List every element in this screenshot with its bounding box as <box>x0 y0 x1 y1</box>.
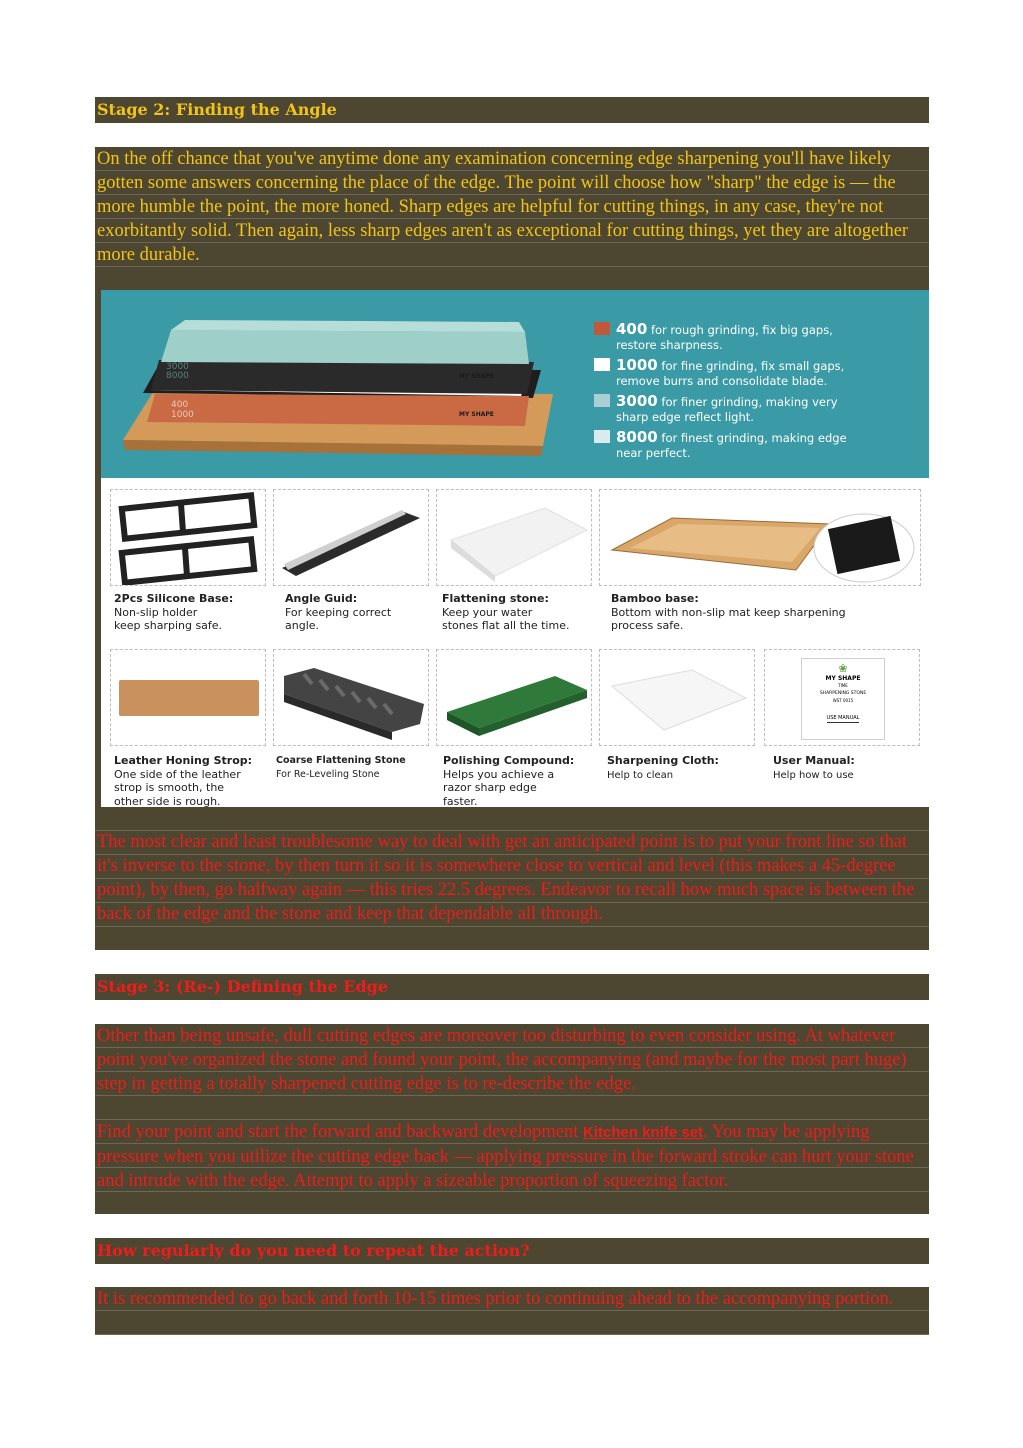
stage3-paragraph-2-start: Find your point and start the forward and backward development <box>97 1122 579 1142</box>
item-flattening-stone <box>442 592 569 633</box>
user-manual-cover <box>801 658 885 740</box>
item-line: razor sharp edge <box>443 781 537 794</box>
item-title: 2Pcs Silicone Base: <box>114 592 234 605</box>
item-line: Help to clean <box>607 769 674 781</box>
item-line: Bottom with non-slip mat keep sharpening <box>611 605 846 619</box>
item-silicone-base <box>114 592 233 633</box>
item-angle-guide <box>285 592 391 633</box>
grade-desc: restore sharpness. <box>616 338 723 352</box>
stage2-heading: Stage 2: Finding the Angle <box>95 97 929 123</box>
angle-paragraph: The most clear and least troublesome way to deal with get an anticipated point is to put your front line so that it's inverse to the stone, by then turn it so it is somewhere close to vertical and level (this makes a 45-degree point), by then, go halfway again — this tries 22.5 degrees. Endeavor to recall how much space is between the back of the edge and the stone and keep that dependable all through. <box>95 807 929 950</box>
angle-guide-icon <box>274 490 428 585</box>
item-line: Help how to use <box>773 769 854 781</box>
grade-swatch-8000 <box>594 430 610 443</box>
item-line: faster. <box>443 794 478 807</box>
bamboo-base-tile <box>599 489 921 586</box>
item-user-manual <box>773 754 855 782</box>
sharpening-cloth-tile <box>599 649 755 746</box>
whetstone-set-illustration <box>101 290 571 478</box>
green-stone-shape <box>161 330 529 364</box>
stage2-paragraph: On the off chance that you've anytime done any examination concerning edge sharpening you'll have likely gotten some answers concerning the place of the edge. The point will choose how "sharp" the edge is — the more humble the point, the more honed. Sharp edges are helpful for cutting things, in any case, they're not exorbitantly solid. Then again, less sharp edges aren't as exceptional for cutting things, yet they are altogether more durable. <box>95 147 929 290</box>
manual-title: USE MANUAL <box>826 715 860 721</box>
coarse-stone-tile <box>273 649 429 746</box>
sharpening-cloth-icon <box>600 650 754 745</box>
stage3-paragraph-1: Other than being unsafe, dull cutting edges are moreover too disturbing to even consider using. At whatever point you've organized the stone and found your point, the accompanying (and maybe for the most part huge) step in getting a totally sharpened cutting edge is to re-describe the edge. <box>97 1026 907 1094</box>
accessories-panel <box>101 478 929 807</box>
item-line: process safe. <box>611 619 684 632</box>
item-line: One side of the leather <box>114 767 241 781</box>
item-sharpening-cloth <box>607 754 719 782</box>
silicone-base-tile <box>110 489 266 586</box>
grade-desc: for fine grinding, fix small gaps, <box>661 359 845 373</box>
item-line: Helps you achieve a <box>443 767 555 781</box>
stage3-body <box>95 1024 929 1214</box>
product-hero-panel <box>101 290 929 478</box>
manual-brand: MY SHAPE <box>825 675 861 682</box>
stage3-heading: Stage 3: (Re-) Defining the Edge <box>95 974 929 1000</box>
coarse-stone-icon <box>274 650 428 745</box>
polishing-compound-icon <box>437 650 591 745</box>
angle-guide-tile <box>273 489 429 586</box>
product-image <box>101 290 929 807</box>
grade-swatch-3000 <box>594 394 610 407</box>
grade-grit: 1000 <box>616 356 658 374</box>
item-line: For Re-Leveling Stone <box>276 768 380 780</box>
stone-top-grit-1: 3000 <box>166 362 189 372</box>
item-line: keep sharping safe. <box>114 619 223 632</box>
leather-strop-icon <box>111 650 265 745</box>
stone-bottom-grit-2: 1000 <box>171 410 194 420</box>
leather-strop-tile <box>110 649 266 746</box>
repeat-paragraph: It is recommended to go back and forth 10-15 times prior to continuing ahead to the accompanying portion. <box>95 1287 929 1335</box>
manual-code: WST 0015 <box>832 698 854 703</box>
grade-desc: remove burrs and consolidate blade. <box>616 374 828 388</box>
bamboo-base-icon <box>600 490 920 585</box>
item-line: Keep your water <box>442 605 533 619</box>
grade-desc: for finest grinding, making edge <box>661 431 847 445</box>
item-line: stones flat all the time. <box>442 619 570 632</box>
stone-top-brand: MY SHAPE <box>459 373 494 380</box>
grade-swatch-1000 <box>594 358 610 371</box>
item-title: Coarse Flattening Stone <box>276 755 406 766</box>
grade-1000 <box>594 358 844 389</box>
manual-subtitle: SHARPENING STONE <box>819 691 867 696</box>
item-line: For keeping correct <box>285 605 392 619</box>
item-bamboo-base <box>611 592 846 633</box>
item-title: Polishing Compound: <box>443 754 575 767</box>
item-line: Non-slip holder <box>114 605 198 619</box>
grade-grit: 3000 <box>616 392 658 410</box>
stone-bottom-brand: MY SHAPE <box>459 411 494 418</box>
flattening-stone-tile <box>436 489 592 586</box>
grade-grit: 400 <box>616 320 648 338</box>
stage3-paragraph-2 <box>97 1120 929 1193</box>
stone-top-grit-2: 8000 <box>166 371 189 381</box>
item-coarse-stone <box>276 754 406 781</box>
item-title: User Manual: <box>773 754 855 767</box>
stone-bottom-grit-1: 400 <box>171 400 189 410</box>
grade-desc: for rough grinding, fix big gaps, <box>650 323 833 337</box>
item-line: strop is smooth, the <box>114 781 225 794</box>
grade-3000 <box>594 394 838 425</box>
manual-brand-sub: TIME <box>838 683 848 688</box>
kitchen-knife-set-link[interactable]: Kitchen knife set <box>583 1124 704 1141</box>
grade-grit: 8000 <box>616 428 658 446</box>
grade-desc: for finer grinding, making very <box>661 395 838 409</box>
item-title: Leather Honing Strop: <box>114 754 253 767</box>
flattening-stone-icon <box>437 490 591 585</box>
grade-swatch-400 <box>594 322 610 335</box>
item-title: Flattening stone: <box>442 592 549 605</box>
silicone-base-icon <box>111 490 265 585</box>
stage3-paragraph-2-end: . You may be applying pressure when you utilize the cutting edge back — applying pressure in the forward stroke can hurt your stone and intrude with the edge. Attempt to apply a sizeable proportion of squeezing factor. <box>97 1122 914 1191</box>
grade-desc: sharp edge reflect light. <box>616 410 754 424</box>
item-title: Sharpening Cloth: <box>607 754 719 767</box>
item-line: other side is rough. <box>114 794 221 807</box>
item-leather-strop <box>114 754 252 807</box>
user-manual-tile <box>764 649 920 746</box>
grade-400 <box>594 322 833 353</box>
grade-desc: near perfect. <box>616 446 691 460</box>
repeat-heading: How regularly do you need to repeat the action? <box>95 1238 929 1264</box>
item-line: angle. <box>285 619 320 632</box>
polishing-compound-tile <box>436 649 592 746</box>
manual-logo-icon: ❀ <box>838 662 848 675</box>
red-stone-shape <box>147 394 529 426</box>
item-title: Angle Guid: <box>285 592 358 605</box>
grade-8000 <box>594 430 847 461</box>
item-polishing-compound <box>443 754 574 807</box>
item-title: Bamboo base: <box>611 592 699 605</box>
